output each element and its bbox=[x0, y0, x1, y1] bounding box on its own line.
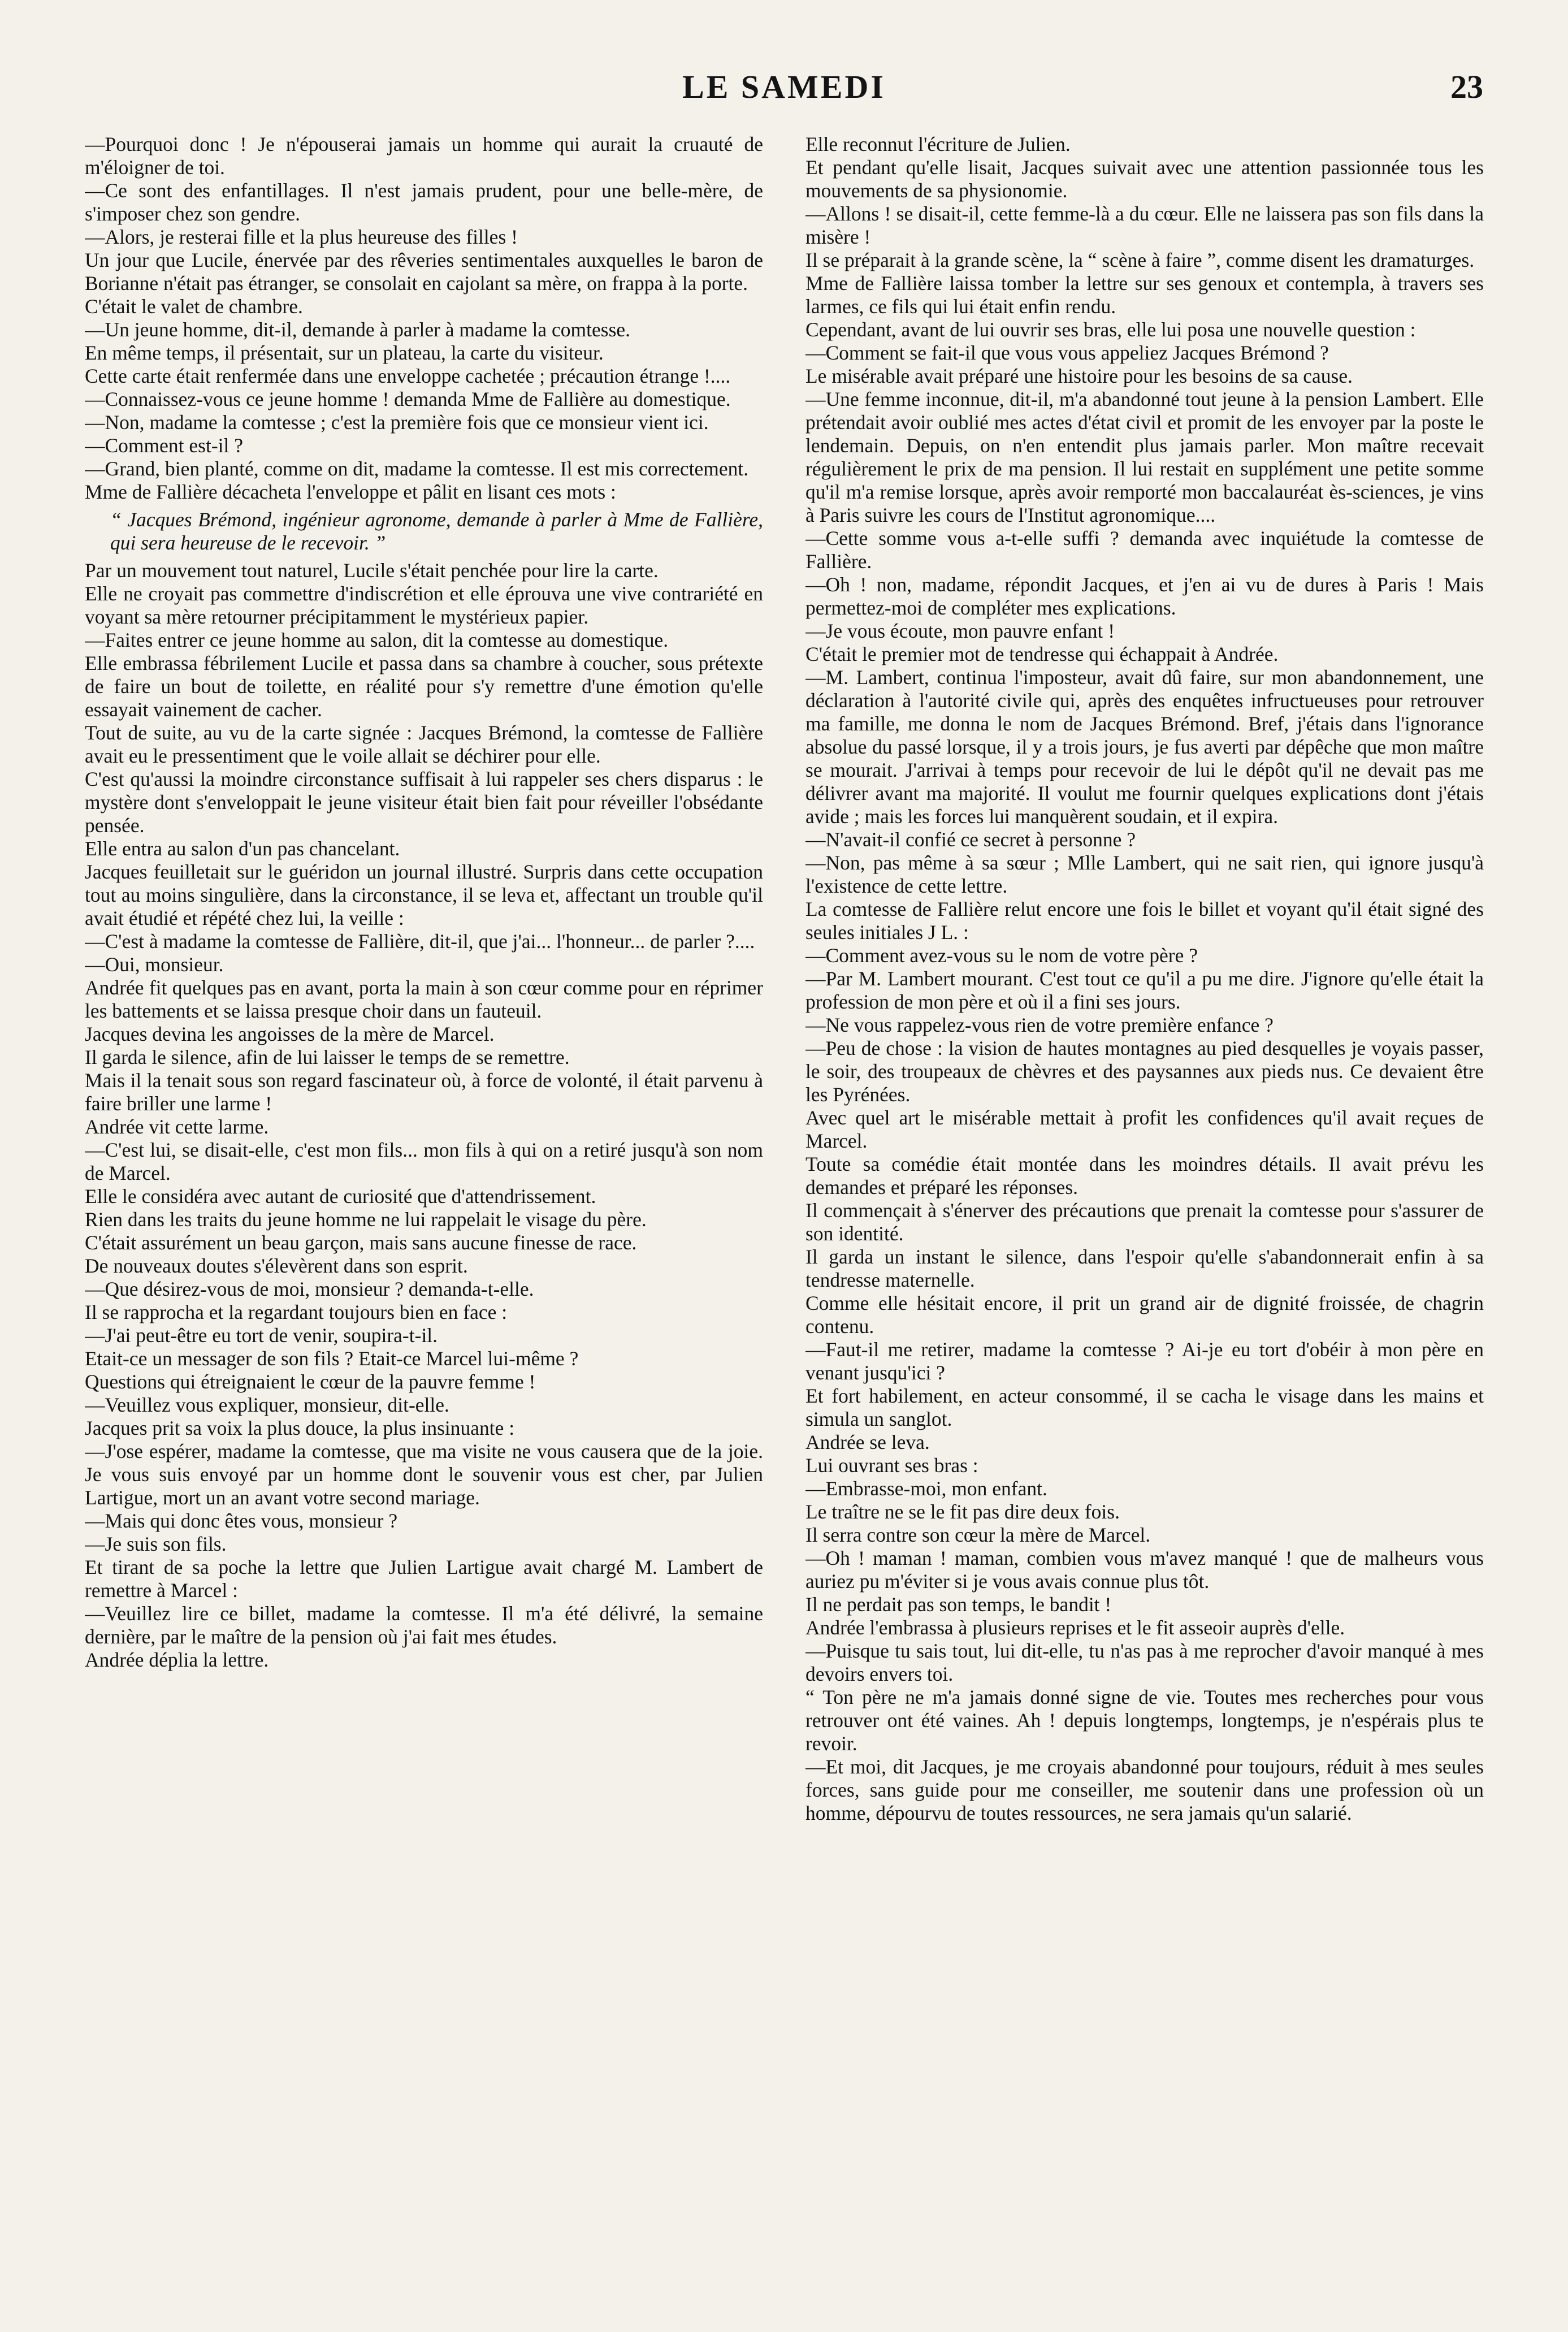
paragraph: —Comment se fait-il que vous vous appeliez Jacques Brémond ? bbox=[805, 341, 1329, 364]
paragraph: —Mais qui donc êtes vous, monsieur ? bbox=[85, 1509, 398, 1532]
paragraph: Un jour que Lucile, énervée par des rêveries sentimentales auxquelles le baron de Borianne n'était pas étranger, se consolait en cajolant sa mère, on frappa à la porte. bbox=[85, 249, 763, 295]
paragraph: Jacques feuilletait sur le guéridon un journal illustré. Surpris dans cette occupation tout au moins singulière, dans la circonstance, il se leva et, affectant un trouble qu'il avait étudié et répété chez lui, la veille : bbox=[85, 860, 763, 929]
paragraph: —Veuillez vous expliquer, monsieur, dit-elle. bbox=[85, 1394, 449, 1416]
paragraph: —Ne vous rappelez-vous rien de votre première enfance ? bbox=[805, 1014, 1274, 1036]
paragraph: —Non, madame la comtesse ; c'est la première fois que ce monsieur vient ici. bbox=[85, 411, 709, 434]
right-column bbox=[805, 133, 1484, 2292]
paragraph: Mais il la tenait sous son regard fascinateur où, à force de volonté, il était parvenu à faire briller une larme ! bbox=[85, 1069, 763, 1115]
paragraph: —Grand, bien planté, comme on dit, madame la comtesse. Il est mis correctement. bbox=[85, 457, 749, 480]
paragraph: —J'ai peut-être eu tort de venir, soupira-t-il. bbox=[85, 1324, 438, 1347]
paragraph: —Et moi, dit Jacques, je me croyais abandonné pour toujours, réduit à mes seules forces, sans guide pour me conseiller, me soutenir dans une profession où un homme, dépourvu de toutes ressources, ne sera jamais qu'un salarié. bbox=[805, 1755, 1484, 1824]
paragraph: —Pourquoi donc ! Je n'épouserai jamais un homme qui aurait la cruauté de m'éloigner de toi. bbox=[85, 133, 763, 179]
paragraph: Comme elle hésitait encore, il prit un grand air de dignité froissée, de chagrin contenu. bbox=[805, 1292, 1484, 1338]
paragraph: C'était le premier mot de tendresse qui échappait à Andrée. bbox=[805, 643, 1279, 665]
paragraph: Jacques devina les angoisses de la mère de Marcel. bbox=[85, 1023, 495, 1045]
paragraph: —Allons ! se disait-il, cette femme-là a du cœur. Elle ne laissera pas son fils dans la misère ! bbox=[805, 202, 1484, 248]
paragraph: Tout de suite, au vu de la carte signée : Jacques Brémond, la comtesse de Fallière avait eu le pressentiment que le voile allait se déchirer pour elle. bbox=[85, 721, 763, 767]
paragraph: Lui ouvrant ses bras : bbox=[805, 1454, 978, 1477]
paragraph: —Peu de chose : la vision de hautes montagnes au pied desquelles je voyais passer, le soir, des troupeaux de chèvres et des paysannes aux pieds nus. Ce devaient être les Pyrénées. bbox=[805, 1037, 1484, 1106]
paragraph: —Je vous écoute, mon pauvre enfant ! bbox=[805, 620, 1115, 642]
paragraph: —J'ose espérer, madame la comtesse, que ma visite ne vous causera que de la joie. Je vous suis envoyé par un homme dont le souvenir vous est cher, par Julien Lartigue, mort un an avant votre second mariage. bbox=[85, 1440, 763, 1509]
publication-title: LE SAMEDI bbox=[682, 68, 886, 105]
paragraph: Il serra contre son cœur la mère de Marcel. bbox=[805, 1524, 1151, 1546]
paragraph: —Que désirez-vous de moi, monsieur ? demanda-t-elle. bbox=[85, 1278, 534, 1300]
paragraph: —Alors, je resterai fille et la plus heureuse des filles ! bbox=[85, 226, 518, 248]
paragraph: Etait-ce un messager de son fils ? Etait-ce Marcel lui-même ? bbox=[85, 1347, 579, 1370]
paragraph: —C'est à madame la comtesse de Fallière, dit-il, que j'ai... l'honneur... de parler ?.... bbox=[85, 930, 755, 953]
paragraph: —Non, pas même à sa sœur ; Mlle Lambert, qui ne sait rien, qui ignore jusqu'à l'existence de cette lettre. bbox=[805, 851, 1484, 897]
paragraph: —Veuillez lire ce billet, madame la comtesse. Il m'a été délivré, la semaine dernière, par le maître de la pension où j'ai fait mes études. bbox=[85, 1602, 763, 1648]
paragraph: Il ne perdait pas son temps, le bandit ! bbox=[805, 1593, 1112, 1616]
paragraph: —Ce sont des enfantillages. Il n'est jamais prudent, pour une belle-mère, de s'imposer chez son gendre. bbox=[85, 179, 763, 225]
page-header bbox=[85, 68, 1483, 119]
paragraph: —Oh ! non, madame, répondit Jacques, et j'en ai vu de dures à Paris ! Mais permettez-moi de compléter mes explications. bbox=[805, 573, 1484, 619]
paragraph: —Un jeune homme, dit-il, demande à parler à madame la comtesse. bbox=[85, 318, 631, 341]
paragraph: —Connaissez-vous ce jeune homme ! demanda Mme de Fallière au domestique. bbox=[85, 388, 731, 410]
paragraph: —Par M. Lambert mourant. C'est tout ce qu'il a pu me dire. J'ignore qu'elle était la profession de mon père et où il a fini ses jours. bbox=[805, 967, 1484, 1013]
paragraph: Cette carte était renfermée dans une enveloppe cachetée ; précaution étrange !.... bbox=[85, 365, 731, 387]
paragraph: En même temps, il présentait, sur un plateau, la carte du visiteur. bbox=[85, 341, 604, 364]
paragraph: Il se préparait à la grande scène, la “ scène à faire ”, comme disent les dramaturges. bbox=[805, 249, 1475, 271]
paragraph: Elle reconnut l'écriture de Julien. bbox=[805, 133, 1071, 155]
paragraph: Elle entra au salon d'un pas chancelant. bbox=[85, 837, 400, 860]
paragraph: Andrée vit cette larme. bbox=[85, 1115, 269, 1138]
paragraph: Toute sa comédie était montée dans les moindres détails. Il avait prévu les demandes et préparé les réponses. bbox=[805, 1153, 1484, 1199]
paragraph: Jacques prit sa voix la plus douce, la plus insinuante : bbox=[85, 1417, 515, 1439]
paragraph: Elle le considéra avec autant de curiosité que d'attendrissement. bbox=[85, 1185, 596, 1208]
paragraph: “ Jacques Brémond, ingénieur agronome, demande à parler à Mme de Fallière, qui sera heureuse de le recevoir. ” bbox=[110, 508, 763, 554]
paragraph: —Oui, monsieur. bbox=[85, 953, 224, 976]
paragraph: Il se rapprocha et la regardant toujours bien en face : bbox=[85, 1301, 508, 1323]
paragraph: —Faites entrer ce jeune homme au salon, dit la comtesse au domestique. bbox=[85, 629, 669, 651]
paragraph: Il commençait à s'énerver des précautions que prenait la comtesse pour s'assurer de son identité. bbox=[805, 1199, 1484, 1245]
paragraph: Andrée l'embrassa à plusieurs reprises et le fit asseoir auprès d'elle. bbox=[805, 1616, 1345, 1639]
paragraph: Et pendant qu'elle lisait, Jacques suivait avec une attention passionnée tous les mouvements de sa physionomie. bbox=[805, 156, 1484, 202]
paragraph: C'était le valet de chambre. bbox=[85, 295, 303, 318]
paragraph: Le traître ne se le fit pas dire deux fois. bbox=[805, 1500, 1120, 1523]
paragraph: Il garda le silence, afin de lui laisser le temps de se remettre. bbox=[85, 1046, 570, 1068]
paragraph: —Oh ! maman ! maman, combien vous m'avez manqué ! que de malheurs vous auriez pu m'éviter si je vous avais connue plus tôt. bbox=[805, 1547, 1484, 1593]
paragraph: —Cette somme vous a-t-elle suffi ? demanda avec inquiétude la comtesse de Fallière. bbox=[805, 527, 1484, 573]
paragraph: —N'avait-il confié ce secret à personne ? bbox=[805, 828, 1136, 851]
paragraph: C'était assurément un beau garçon, mais sans aucune finesse de race. bbox=[85, 1231, 637, 1254]
paragraph: Le misérable avait préparé une histoire pour les besoins de sa cause. bbox=[805, 365, 1353, 387]
paragraph: —Puisque tu sais tout, lui dit-elle, tu n'as pas à me reprocher d'avoir manqué à mes devoirs envers toi. bbox=[805, 1639, 1484, 1685]
paragraph: Andrée fit quelques pas en avant, porta la main à son cœur comme pour en réprimer les battements et se laissa presque choir dans un fauteuil. bbox=[85, 976, 763, 1022]
paragraph: Mme de Fallière laissa tomber la lettre sur ses genoux et contempla, à travers ses larmes, ce fils qui lui était enfin rendu. bbox=[805, 272, 1484, 318]
paragraph: Andrée se leva. bbox=[805, 1431, 930, 1453]
paragraph: “ Ton père ne m'a jamais donné signe de vie. Toutes mes recherches pour vous retrouver ont été vaines. Ah ! depuis longtemps, longtemps, je n'espérais plus te revoir. bbox=[805, 1686, 1484, 1755]
paragraph: Elle ne croyait pas commettre d'indiscrétion et elle éprouva une vive contrariété en voyant sa mère retourner précipitamment le mystérieux papier. bbox=[85, 582, 763, 628]
paragraph: —Comment avez-vous su le nom de votre père ? bbox=[805, 944, 1198, 967]
paragraph: Et tirant de sa poche la lettre que Julien Lartigue avait chargé M. Lambert de remettre à Marcel : bbox=[85, 1556, 763, 1602]
paragraph: Mme de Fallière décacheta l'enveloppe et pâlit en lisant ces mots : bbox=[85, 481, 616, 503]
paragraph: Cependant, avant de lui ouvrir ses bras, elle lui posa une nouvelle question : bbox=[805, 318, 1416, 341]
paragraph: La comtesse de Fallière relut encore une fois le billet et voyant qu'il était signé des seules initiales J L. : bbox=[805, 898, 1484, 944]
paragraph: —Comment est-il ? bbox=[85, 434, 244, 457]
paragraph: Avec quel art le misérable mettait à profit les confidences qu'il avait reçues de Marcel. bbox=[805, 1106, 1484, 1152]
paragraph: De nouveaux doutes s'élevèrent dans son esprit. bbox=[85, 1254, 468, 1277]
paragraph: C'est qu'aussi la moindre circonstance suffisait à lui rappeler ses chers disparus : le mystère dont s'enveloppait le jeune visiteur était bien fait pour réveiller l'obsédante pensée. bbox=[85, 768, 763, 837]
paragraph: Andrée déplia la lettre. bbox=[85, 1649, 269, 1671]
paragraph: —Une femme inconnue, dit-il, m'a abandonné tout jeune à la pension Lambert. Elle prétendait avoir oublié mes actes d'état civil et promit de les envoyer par la poste le lendemain. Depuis, on n'en entendit plus jamais parler. Mon maître recevait régulièrement le prix de ma pension. Il lui restait en supplément une petite somme qu'il m'a remise lorsque, après avoir remporté mon baccalauréat ès-sciences, je vins à Paris suivre les cours de l'Institut agronomique.... bbox=[805, 388, 1484, 526]
paragraph: —Embrasse-moi, mon enfant. bbox=[805, 1477, 1047, 1500]
paragraph: Questions qui étreignaient le cœur de la pauvre femme ! bbox=[85, 1370, 536, 1393]
paragraph: —Je suis son fils. bbox=[85, 1533, 227, 1555]
paragraph: Rien dans les traits du jeune homme ne lui rappelait le visage du père. bbox=[85, 1208, 647, 1231]
page-number: 23 bbox=[1450, 68, 1483, 105]
paragraph: Il garda un instant le silence, dans l'espoir qu'elle s'abandonnerait enfin à sa tendresse maternelle. bbox=[805, 1245, 1484, 1291]
paragraph: —C'est lui, se disait-elle, c'est mon fils... mon fils à qui on a retiré jusqu'à son nom de Marcel. bbox=[85, 1139, 763, 1184]
paragraph: Elle embrassa fébrilement Lucile et passa dans sa chambre à coucher, sous prétexte de faire un bout de toilette, en réalité pour s'y remettre d'une émotion qu'elle essayait vainement de cacher. bbox=[85, 652, 763, 721]
paragraph: —M. Lambert, continua l'imposteur, avait dû faire, sur mon abandonnement, une déclaration à l'autorité civile qui, après des enquêtes infructueuses pour retrouver ma famille, me donna le nom de Jacques Brémond. Bref, j'étais dans l'ignorance absolue du passé lorsque, il y a trois jours, je fus averti par dépêche que mon maître se mourait. J'arrivai à temps pour recevoir de lui le dépôt qu'il ne devait pas me délivrer avant ma majorité. Il voulut me fournir quelques explications dont j'étais avide ; mais les forces lui manquèrent soudain, et il expira. bbox=[805, 666, 1484, 828]
paragraph: —Faut-il me retirer, madame la comtesse ? Ai-je eu tort d'obéir à mon père en venant jusqu'ici ? bbox=[805, 1338, 1484, 1384]
left-column bbox=[85, 133, 763, 2292]
paragraph: Et fort habilement, en acteur consommé, il se cacha le visage dans les mains et simula un sanglot. bbox=[805, 1385, 1484, 1430]
paragraph: Par un mouvement tout naturel, Lucile s'était penchée pour lire la carte. bbox=[85, 559, 659, 582]
